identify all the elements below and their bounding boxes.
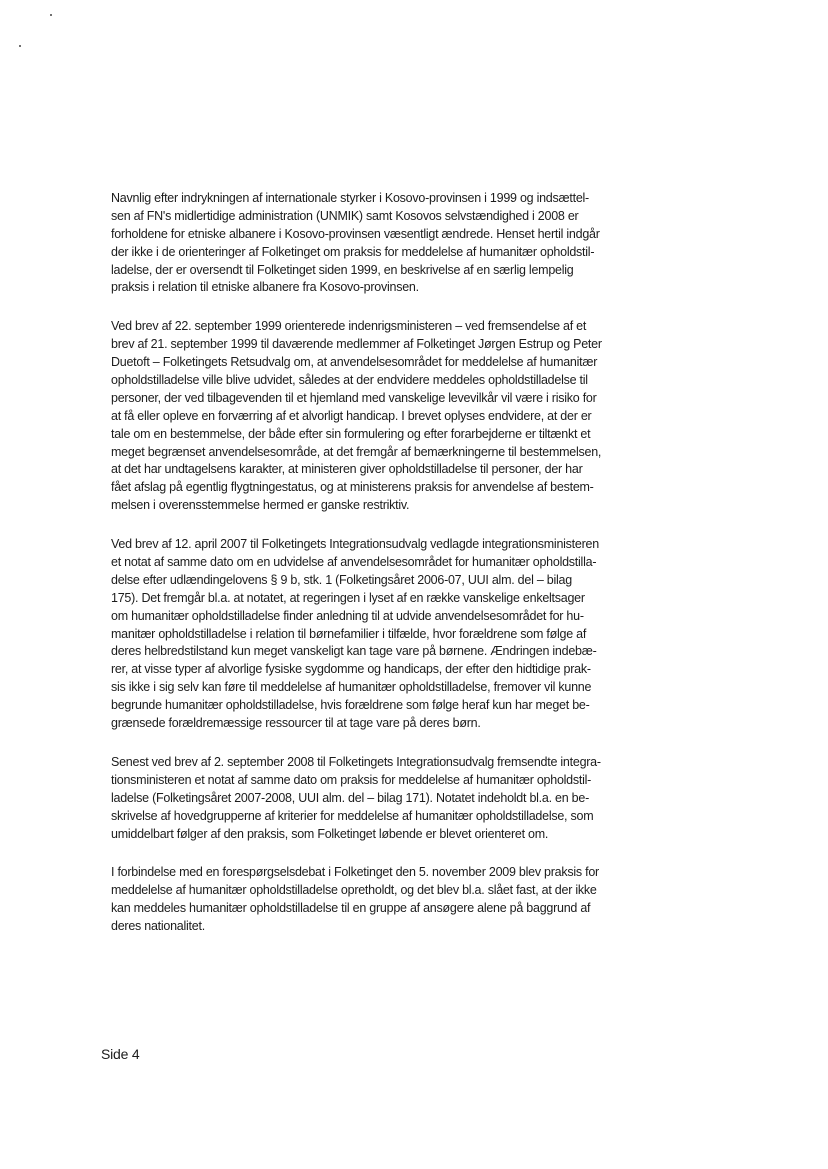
text-line: deres nationalitet. (111, 919, 205, 934)
text-line: om humanitær opholdstilladelse finder anledning til at udvide anvendelsesområdet for hu- (111, 608, 584, 623)
text-line: meget begrænset anvendelsesområde, at det fremgår af bemærkningerne til bestemmelsen, (111, 444, 602, 459)
scan-speck (19, 45, 21, 47)
text-line: Duetoft – Folketingets Retsudvalg om, at anvendelsesområdet for meddelelse af humanitær (111, 355, 598, 370)
text-line: meddelelse af humanitær opholdstilladelse opretholdt, og det blev bl.a. slået fast, at der ikke (111, 883, 597, 898)
text-line: Senest ved brev af 2. september 2008 til Folketingets Integrationsudvalg fremsendte integra- (111, 754, 601, 769)
paragraph-kosovo (111, 190, 651, 297)
text-line: melsen i overensstemmelse hermed er ganske restriktiv. (111, 498, 410, 513)
text-line: sis ikke i sig selv kan føre til meddelelse af humanitær opholdstilladelse, fremover vil kunne (111, 680, 592, 695)
text-line: deres helbredstilstand kun meget vanskeligt kan tage vare på børnene. Ændringen indebæ- (111, 644, 597, 659)
paragraph-forespoergselsdebat-2009 (111, 864, 651, 936)
text-line: at det har undtagelsens karakter, at ministeren giver opholdstilladelse til personer, der har (111, 462, 583, 477)
paragraph-brev-2008 (111, 754, 651, 843)
text-line: Navnlig efter indrykningen af internationale styrker i Kosovo-provinsen i 1999 og indsættel- (111, 191, 589, 205)
text-line: Ved brev af 12. april 2007 til Folketingets Integrationsudvalg vedlagde integrationsministeren (111, 537, 599, 552)
text-line: brev af 21. september 1999 til daværende medlemmer af Folketinget Jørgen Estrup og Peter (111, 337, 602, 352)
text-line: tionsministeren et notat af samme dato om praksis for meddelelse af humanitær opholdstil- (111, 772, 592, 787)
text-line: opholdstilladelse ville blive udvidet, således at der endvidere meddeles opholdstilladelse til (111, 373, 588, 388)
text-line: skrivelse af hovedgrupperne af kriterier for meddelelse af humanitær opholdstilladelse, som (111, 808, 594, 823)
scan-speck (50, 14, 52, 16)
paragraph-brev-1999 (111, 318, 651, 515)
text-line: 175). Det fremgår bl.a. at notatet, at regeringen i lyset af en række vanskelige enkeltsager (111, 590, 585, 605)
text-line: rer, at visse typer af alvorlige fysiske sygdomme og handicaps, der efter den hidtidige prak- (111, 662, 591, 677)
text-line: I forbindelse med en forespørgselsdebat i Folketinget den 5. november 2009 blev praksis for (111, 865, 599, 880)
text-line: ladelse, der er oversendt til Folketinget siden 1999, en beskrivelse af en særlig lempelig (111, 262, 574, 277)
text-line: grænsede forældremæssige ressourcer til at tage vare på deres børn. (111, 716, 481, 731)
text-line: at få eller opleve en forværring af et alvorligt handicap. I brevet oplyses endvidere, at der er (111, 408, 592, 423)
page-number: Side 4 (101, 1046, 140, 1062)
text-line: sen af FN's midlertidige administration (UNMIK) samt Kosovos selvstændighed i 2008 er (111, 208, 579, 223)
text-line: Ved brev af 22. september 1999 orienterede indenrigsministeren – ved fremsendelse af et (111, 319, 587, 334)
document-body (111, 190, 651, 957)
text-line: tale om en bestemmelse, der både efter sin formulering og efter forarbejderne er tiltænkt et (111, 426, 591, 441)
text-line: praksis i relation til etniske albanere fra Kosovo-provinsen. (111, 280, 419, 295)
text-line: delse efter udlændingelovens § 9 b, stk. 1 (Folketingsåret 2006-07, UUI alm. del – bilag (111, 572, 572, 587)
text-line: der ikke i de orienteringer af Folketinget om praksis for meddelelse af humanitær opholdstil- (111, 244, 595, 259)
text-line: personer, der ved tilbagevenden til et hjemland med vanskelige levevilkår vil være i risiko for (111, 390, 597, 405)
text-line: fået afslag på egentlig flygtningestatus, og at ministerens praksis for anvendelse af bestem- (111, 480, 594, 495)
text-line: et notat af samme dato om en udvidelse af anvendelsesområdet for humanitær opholdstilla- (111, 555, 597, 570)
text-line: forholdene for etniske albanere i Kosovo-provinsen væsentligt ændrede. Henset hertil indgår (111, 226, 600, 241)
text-line: ladelse (Folketingsåret 2007-2008, UUI alm. del – bilag 171). Notatet indeholdt bl.a. en be- (111, 790, 589, 805)
text-line: begrunde humanitær opholdstilladelse, hvis forældrene som følge heraf kun har meget be- (111, 698, 590, 713)
paragraph-brev-2007 (111, 536, 651, 733)
text-line: umiddelbart følger af den praksis, som Folketinget løbende er blevet orienteret om. (111, 826, 549, 841)
text-line: manitær opholdstilladelse i relation til børnefamilier i tilfælde, hvor forældrene som følge af (111, 626, 587, 641)
text-line: kan meddeles humanitær opholdstilladelse til en gruppe af ansøgere alene på baggrund af (111, 901, 591, 916)
